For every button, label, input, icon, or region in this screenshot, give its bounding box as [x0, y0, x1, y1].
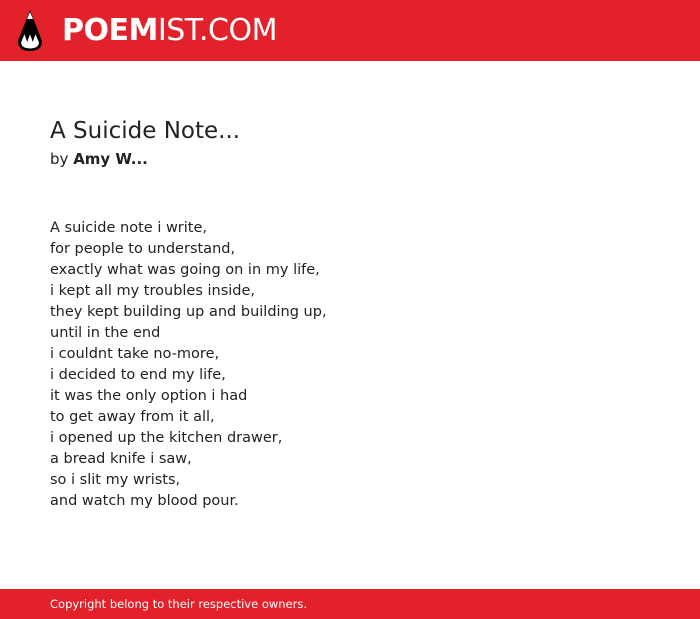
poem-line: so i slit my wrists, [50, 472, 181, 488]
poem-line: i couldnt take no-more, [50, 346, 220, 362]
site-footer [0, 589, 700, 619]
poem-line: it was the only option i had [50, 388, 248, 404]
poem-line: for people to understand, [50, 241, 236, 257]
poem-author: Amy W... [73, 150, 148, 168]
poem-line: until in the end [50, 325, 161, 341]
brand-name-bold: POEM [62, 13, 158, 48]
poem-line: i kept all my troubles inside, [50, 283, 256, 299]
poem-title: A Suicide Note... [50, 118, 241, 144]
site-header [0, 0, 700, 61]
poem-line: i opened up the kitchen drawer, [50, 430, 283, 446]
brand-name-light: IST.COM [157, 13, 277, 48]
poem-line: a bread knife i saw, [50, 451, 192, 467]
poem-body [50, 218, 327, 512]
byline-prefix: by [50, 150, 69, 168]
poem-line: i decided to end my life, [50, 367, 226, 383]
poem-line: to get away from it all, [50, 409, 215, 425]
pencil-tip-icon[interactable] [17, 9, 43, 52]
poem-line: exactly what was going on in my life, [50, 262, 320, 278]
poem-line: A suicide note i write, [50, 220, 208, 236]
poem-line: they kept building up and building up, [50, 304, 327, 320]
poem-byline [50, 148, 148, 170]
poem-line: and watch my blood pour. [50, 493, 239, 509]
site-logo-link[interactable] [62, 12, 277, 50]
copyright-text: Copyright belong to their respective owners. [50, 597, 308, 611]
